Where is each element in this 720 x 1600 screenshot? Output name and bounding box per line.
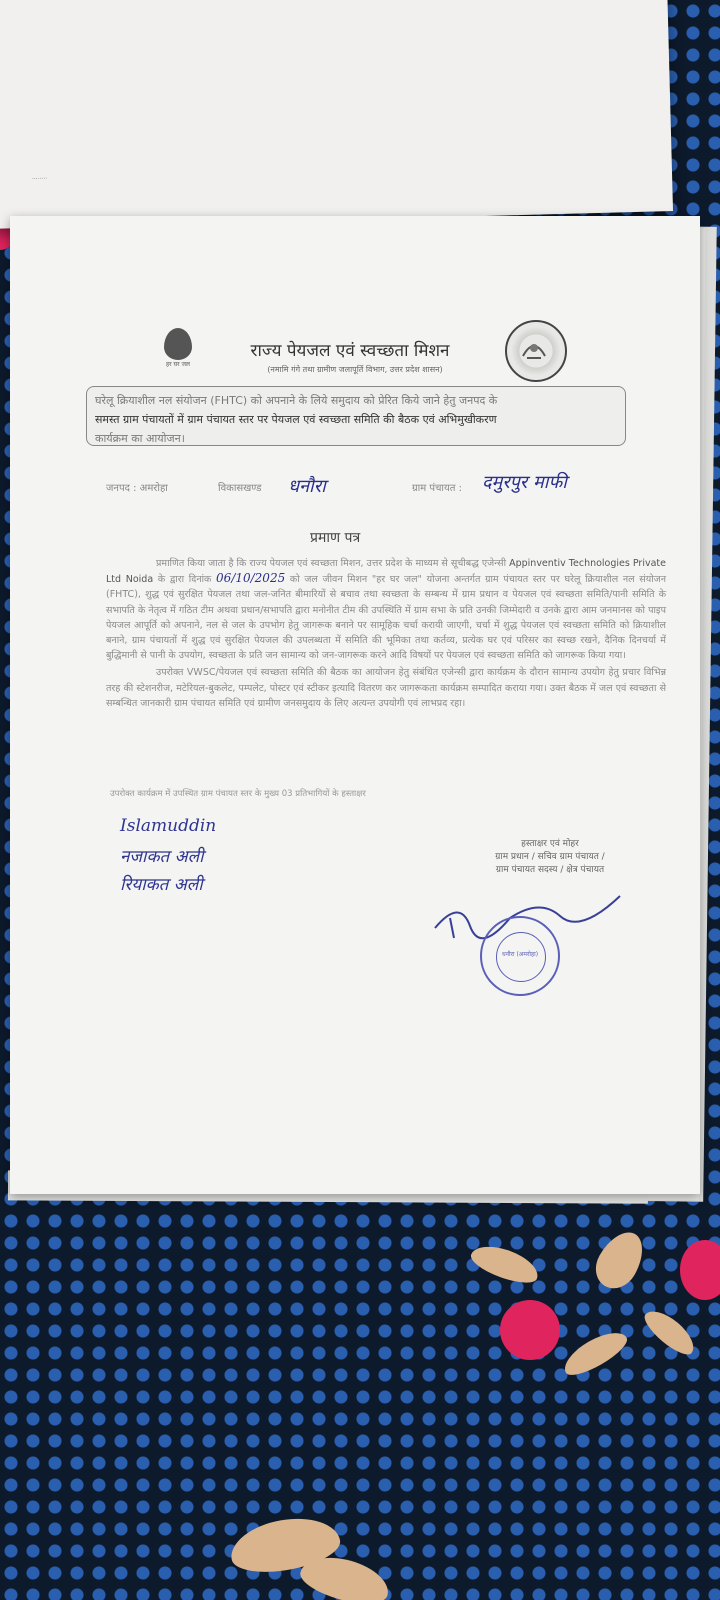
participant-signature-3: रियाकत अली [120, 875, 203, 895]
participant-signature-2: नजाकत अली [120, 847, 204, 867]
banner-line-1: घरेलू क्रियाशील नल संयोजन (FHTC) को अपनाने के लिये समुदाय को प्रेरित किये जाने हेतु जनपद के [95, 394, 498, 407]
fabric-petal [639, 1304, 700, 1361]
banner-line-3: कार्यक्रम का आयोजन। [95, 432, 185, 445]
mission-subtitle: (नमामि गंगे तथा ग्रामीण जलापूर्ति विभाग, उत्तर प्रदेश शासन) [267, 365, 443, 374]
agency-name: Appinventiv Technologies Private Ltd Noida [106, 558, 666, 586]
district-field: जनपद : अमरोहा [106, 483, 168, 494]
official-stamp [480, 916, 560, 996]
event-date: 06/10/2025 [216, 571, 286, 586]
signatory-label-1: हस्ताक्षर एवं मोहर [521, 839, 579, 849]
loose-top-sheet [0, 0, 673, 229]
participant-signatures [120, 816, 320, 900]
program-banner [86, 386, 626, 446]
body-paragraph-2: उपरोक्त VWSC/पेयजल एवं स्वच्छता समिति की बैठक का आयोजन हेतु संबंधित एजेन्सी द्वारा कार्यक्रम के दौरान सामान्य उपयोग हेतु प्रचार विभिन्न तरह की स्टेशनरीज, मटेरियल-बुकलेट, पम्पलेट, पोस्टर एवं स्टीकर इत्यादि वितरण कर जागरूकता कार्यक्रम सम्पादित कराया गया। उक्त बैठक में जल एवं स्वच्छता से सम्बन्धित जानकारी ग्राम पंचायत समिति एवं ग्रामीण जनसमुदाय के लिए अत्यन्त उपयोगी एवं लाभप्रद रहा। [106, 667, 666, 709]
certificate-body [106, 556, 666, 713]
mission-title: राज्य पेयजल एवं स्वच्छता मिशन [250, 341, 450, 361]
block-label: विकासखण्ड [218, 483, 262, 494]
har-ghar-jal-logo [160, 328, 196, 378]
logo-caption: हर घर जल [166, 361, 190, 368]
certificate-title: प्रमाण पत्र [310, 530, 361, 546]
emblem-drawing [507, 322, 561, 376]
signatory-label-3: ग्राम पंचायत सदस्य / क्षेत्र पंचायत [495, 865, 605, 875]
location-fields [106, 472, 666, 500]
certificate-document [10, 216, 700, 1194]
panchayat-value: दमुरपुर माफी [482, 472, 567, 493]
top-sheet-footer: ........ [31, 173, 48, 181]
banner-line-2: समस्त ग्राम पंचायतों में ग्राम पंचायत स्तर पर पेयजल एवं स्वच्छता समिति की बैठक एवं अभिमुखीकरण [95, 413, 497, 426]
block-value: धनौरा [288, 476, 326, 497]
fabric-petal [588, 1224, 653, 1296]
up-government-emblem-icon [505, 320, 567, 382]
signatory-label-2: ग्राम प्रधान / सचिव ग्राम पंचायत / [495, 852, 605, 862]
participant-signature-1: Islamuddin [120, 816, 217, 836]
fabric-red-spot [500, 1300, 560, 1360]
fabric-petal [467, 1239, 542, 1289]
body-paragraph-1: प्रमाणित किया जाता है कि राज्य पेयजल एवं स्वच्छता मिशन, उत्तर प्रदेश के माध्यम से सूचीबद्ध एजेन्सी Appinventiv Technologies Private Ltd Noida के द्वारा दिनांक 06/10/2025 को जल जीवन मिशन "हर घर जल" योजना अन्तर्गत ग्राम पंचायत स्तर पर घरेलू क्रियाशील नल संयोजन (FHTC), शुद्ध एवं सुरक्षित पेयजल तथा जल-जनित बीमारियों से बचाव तथा स्वच्छता के सम्बन्ध में ग्राम प्रधान व पेयजल एवं स्वच्छता समिति/पानी समिति के सभापति के नेतृत्व में गठित टीम अथवा प्रधान/सभापति द्वारा मनोनीत टीम की उपस्थिति में ग्राम सभा के प्रति उनकी जिम्मेदारी व उनके द्वारा आम जनमानस को पाइप पेयजल आपूर्ति को अपनाने, नल से जल के उपभोग हेतु जागरूक बनाने पर सामूहिक चर्चा करायी जाएगी, चर्चा में शुद्ध पेयजल एवं स्वच्छता समिति को क्रियाशील बनाने, ग्राम पंचायतों में शुद्ध एवं सुरक्षित पेयजल की उपलब्धता में समिति की भूमिका तथा कर्तव्य, प्रत्येक घर एवं परिसर का स्वच्छ रखने, दैनिक दिनचर्या में बुद्धिमानी से पानी के उपयोग, स्वच्छता के प्रति जन सामान्य को जन-जागरूक करने आदि विषयों पर पेयजल एवं स्वच्छता समिति को जागरूक किया गया। [106, 558, 666, 662]
water-drop-icon [164, 328, 192, 360]
attendance-note: उपरोक्त कार्यक्रम में उपस्थित ग्राम पंचायत स्तर के मुख्य 03 प्रतिभागियों के हस्ताक्षर [110, 789, 366, 799]
signatory-block [450, 838, 650, 877]
panchayat-label: ग्राम पंचायत : [412, 483, 463, 494]
fabric-petal [558, 1324, 632, 1382]
fabric-red-spot [680, 1240, 720, 1300]
stamp-text: धनौरा (अमरोहा) [501, 951, 539, 958]
